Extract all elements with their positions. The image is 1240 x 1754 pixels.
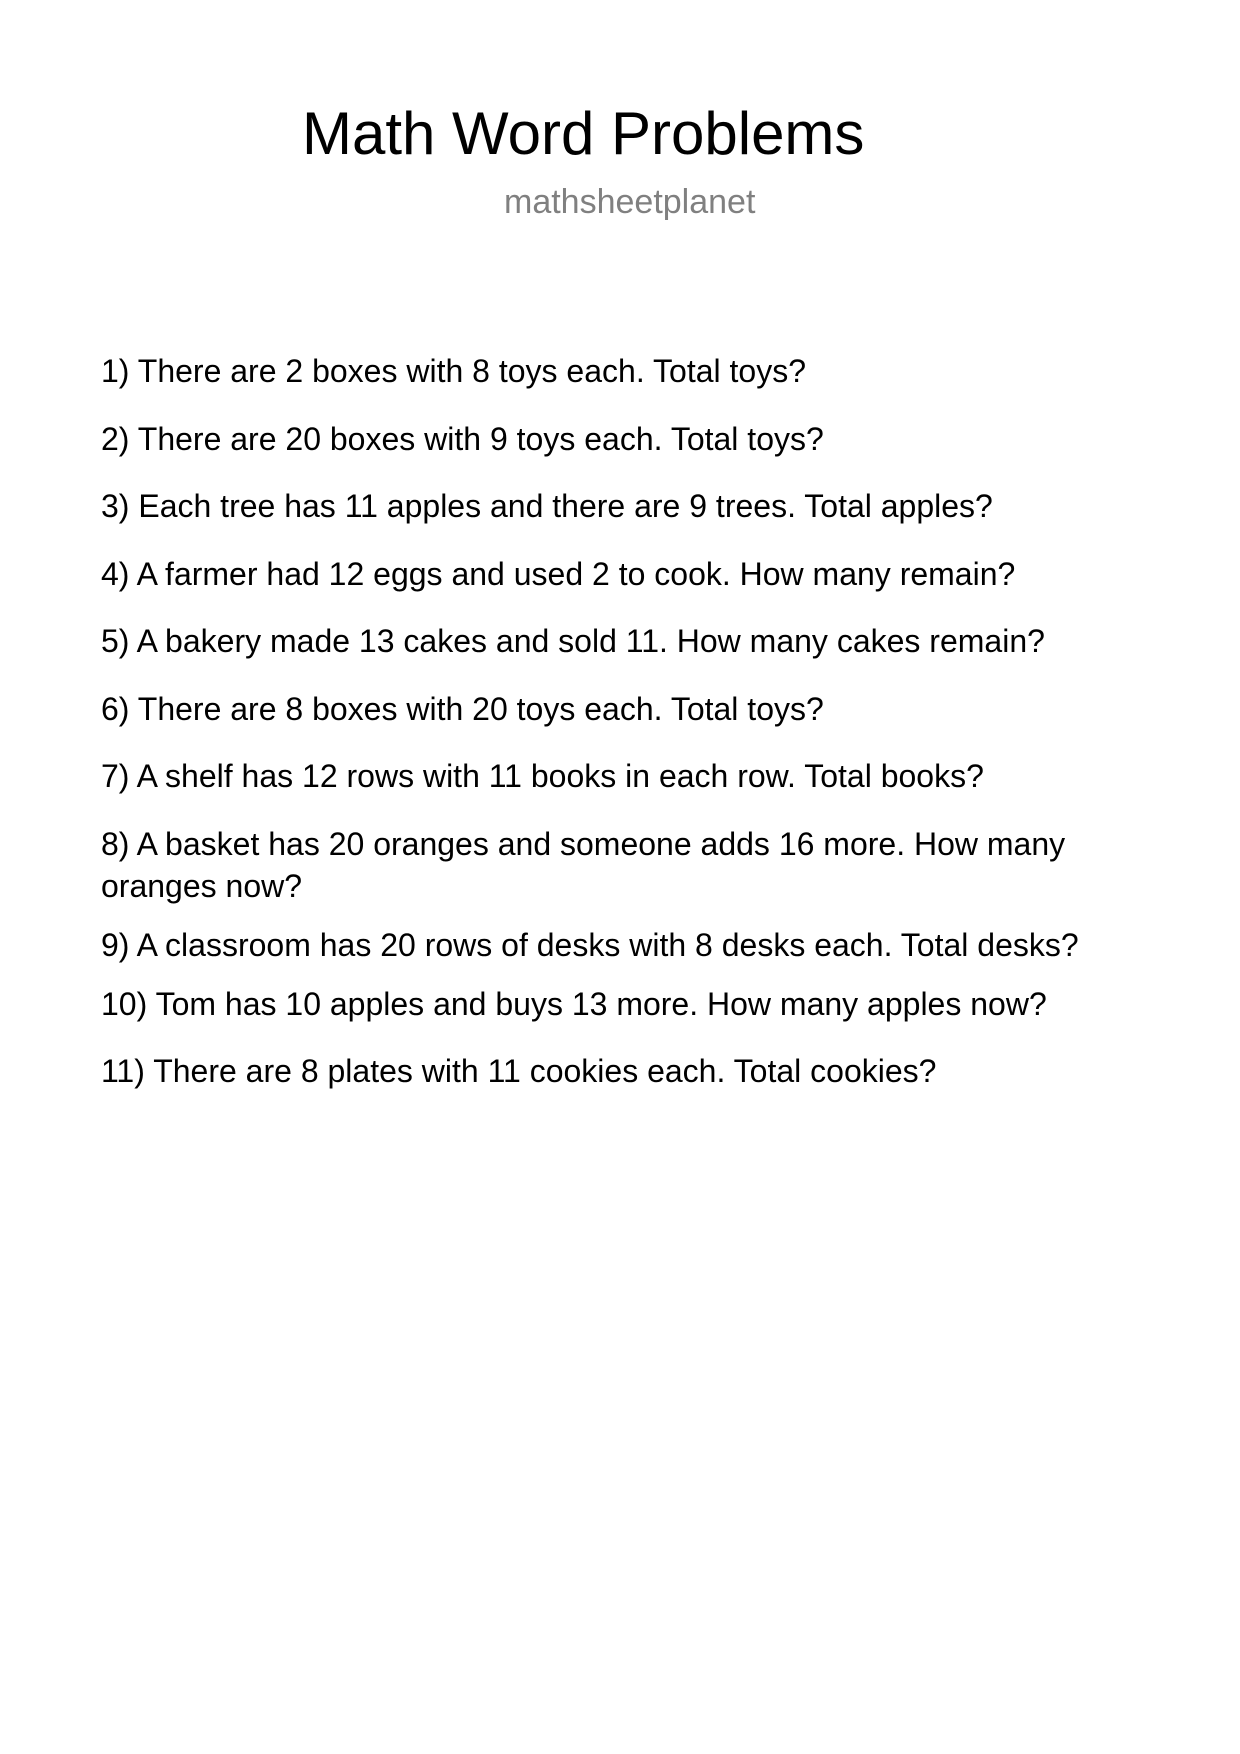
problem-item: 10) Tom has 10 apples and buys 13 more. How many apples now?: [101, 985, 1047, 1022]
problem-item: 9) A classroom has 20 rows of desks with 8 desks each. Total desks?: [101, 926, 1079, 963]
problem-item: 1) There are 2 boxes with 8 toys each. Total toys?: [101, 353, 806, 389]
problem-item: 4) A farmer had 12 eggs and used 2 to cook. How many remain?: [101, 555, 1016, 592]
problem-item: 7) A shelf has 12 rows with 11 books in each row. Total books?: [101, 758, 984, 794]
page-title: Math Word Problems: [302, 100, 865, 167]
problem-item: 3) Each tree has 11 apples and there are 9 trees. Total apples?: [101, 488, 993, 524]
problem-item: 2) There are 20 boxes with 9 toys each. Total toys?: [101, 420, 824, 457]
problem-item: 6) There are 8 boxes with 20 toys each. Total toys?: [101, 690, 824, 727]
problem-item: 11) There are 8 plates with 11 cookies each. Total cookies?: [101, 1053, 937, 1089]
problem-list: [101, 350, 1161, 1118]
problem-item: 5) A bakery made 13 cakes and sold 11. How many cakes remain?: [101, 623, 1045, 659]
problem-item: 8) A basket has 20 oranges and someone adds 16 more. How many oranges now?: [101, 825, 1066, 904]
site-name: mathsheetplanet: [504, 183, 756, 221]
